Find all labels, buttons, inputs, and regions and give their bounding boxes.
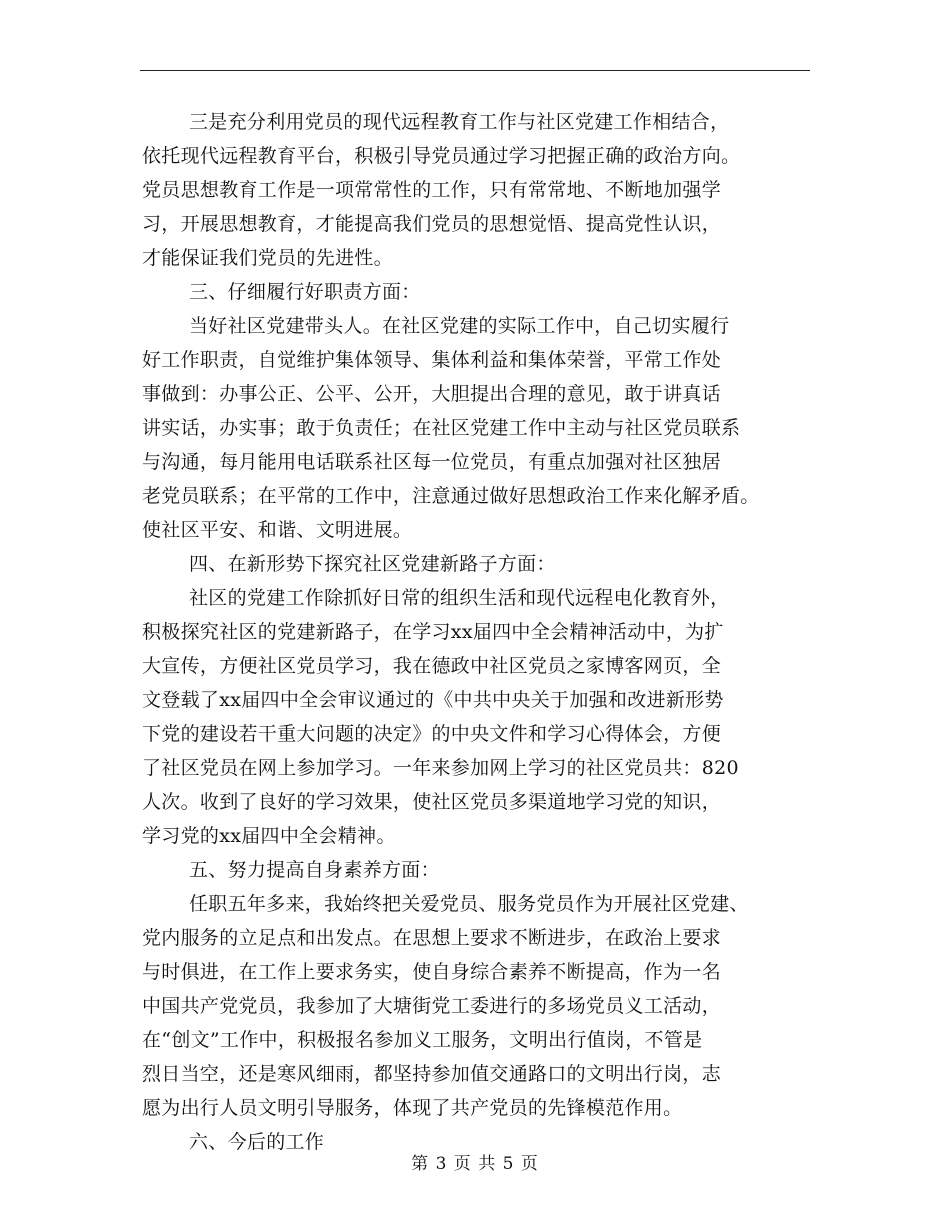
text-line: 烈日当空，还是寒风细雨，都坚持参加值交通路口的文明出行岗，志 <box>142 1063 722 1085</box>
text-line: 讲实话，办实事；敢于负责任；在社区党建工作中主动与社区党员联系 <box>142 417 741 439</box>
text-line: 愿为出行人员文明引导服务，体现了共产党员的先锋模范作用。 <box>142 1097 683 1119</box>
text-line: 三是充分利用党员的现代远程教育工作与社区党建工作相结合， <box>189 111 730 133</box>
text-line: 大宣传，方便社区党员学习，我在德政中社区党员之家博客网页，全 <box>142 655 722 677</box>
text-line: 使社区平安、和谐、文明进展。 <box>142 519 413 541</box>
text-line: 任职五年多来，我始终把关爱党员、服务党员作为开展社区党建、 <box>189 893 749 915</box>
text-line: 事做到：办事公正、公平、公开，大胆提出合理的意见，敢于讲真话 <box>142 383 722 405</box>
text-line: 依托现代远程教育平台，积极引导党员通过学习把握正确的政治方向。 <box>142 145 741 167</box>
text-line: 学习党的xx届四中全会精神。 <box>142 825 396 847</box>
text-line: 习，开展思想教育，才能提高我们党员的思想觉悟、提高党性认识， <box>142 213 722 235</box>
text-line: 三、仔细履行好职责方面： <box>189 281 421 303</box>
text-line: 与沟通，每月能用电话联系社区每一位党员，有重点加强对社区独居 <box>142 451 722 473</box>
header-rule <box>140 70 810 71</box>
document-body <box>142 105 822 1159</box>
text-line: 好工作职责，自觉维护集体领导、集体利益和集体荣誉，平常工作处 <box>142 349 722 371</box>
text-line: 社区的党建工作除抓好日常的组织生活和现代远程电化教育外， <box>189 587 730 609</box>
text-line: 才能保证我们党员的先进性。 <box>142 247 393 269</box>
text-line: 老党员联系；在平常的工作中，注意通过做好思想政治工作来化解矛盾。 <box>142 485 760 507</box>
text-line: 了社区党员在网上参加学习。一年来参加网上学习的社区党员共：820 <box>142 757 739 779</box>
text-line: 五、努力提高自身素养方面： <box>189 859 440 881</box>
text-line: 与时俱进，在工作上要求务实，使自身综合素养不断提高，作为一名 <box>142 961 722 983</box>
text-line: 党内服务的立足点和出发点。在思想上要求不断进步，在政治上要求 <box>142 927 722 949</box>
text-line: 当好社区党建带头人。在社区党建的实际工作中，自己切实履行 <box>189 315 730 337</box>
page-number: 第 3 页 共 5 页 <box>411 1154 539 1174</box>
text-line: 积极探究社区的党建新路子，在学习xx届四中全会精神活动中，为扩 <box>142 621 724 643</box>
text-line: 文登载了xx届四中全会审议通过的《中共中央关于加强和改进新形势 <box>142 689 724 711</box>
text-line: 中国共产党党员，我参加了大塘街党工委进行的多场党员义工活动， <box>142 995 722 1017</box>
text-line: 在“创文”工作中，积极报名参加义工服务，文明出行值岗，不管是 <box>142 1029 703 1051</box>
text-line: 党员思想教育工作是一项常常性的工作，只有常常地、不断地加强学 <box>142 179 722 201</box>
text-line: 六、今后的工作 <box>189 1131 325 1153</box>
text-line: 下党的建设若干重大问题的决定》的中央文件和学习心得体会，方便 <box>142 723 722 745</box>
text-line: 人次。收到了良好的学习效果，使社区党员多渠道地学习党的知识， <box>142 791 722 813</box>
text-line: 四、在新形势下探究社区党建新路子方面： <box>189 553 556 575</box>
